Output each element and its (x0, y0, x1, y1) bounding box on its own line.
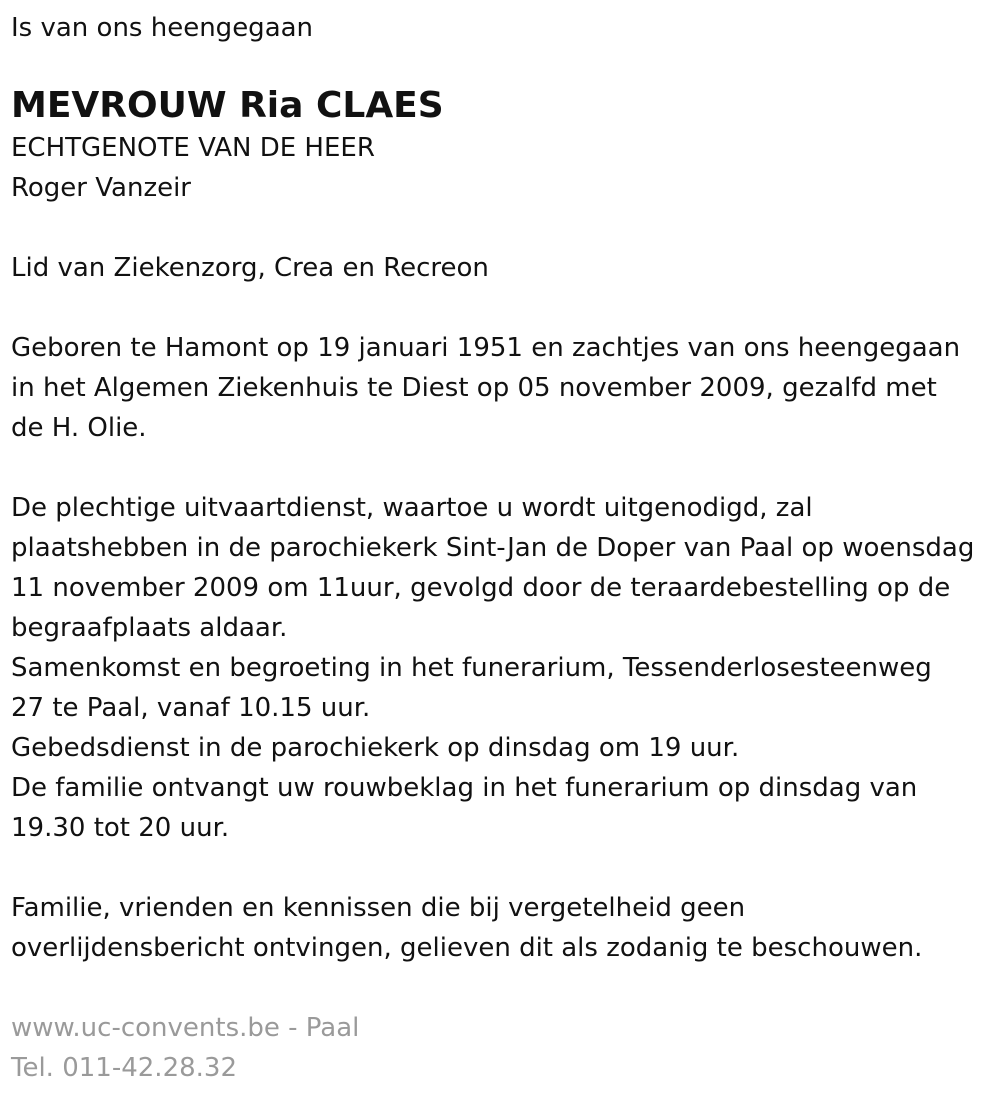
spacer (11, 968, 990, 1008)
paragraph-line: Gebedsdienst in de parochiekerk op dinsdag om 19 uur. (11, 733, 740, 763)
footer-phone: Tel. 011-42.28.32 (11, 1053, 238, 1083)
spouse-name: Roger Vanzeir (11, 173, 191, 203)
paragraph-line: overlijdensbericht ontvingen, gelieven dit als zodanig te beschouwen. (11, 933, 923, 963)
paragraph-line: plaatshebben in de parochiekerk Sint-Jan de Doper van Paal op woensdag (11, 533, 975, 563)
membership-text: Lid van Ziekenzorg, Crea en Recreon (11, 253, 489, 283)
spacer (11, 848, 990, 888)
paragraph-line: in het Algemen Ziekenhuis te Diest op 05 november 2009, gezalfd met (11, 373, 937, 403)
footer (11, 1008, 990, 1088)
paragraph-line: Geboren te Hamont op 19 januari 1951 en zachtjes van ons heengegaan (11, 333, 961, 363)
paragraph-line: de H. Olie. (11, 413, 147, 443)
paragraph-line: De plechtige uitvaartdienst, waartoe u wordt uitgenodigd, zal (11, 493, 813, 523)
spacer (11, 448, 990, 488)
paragraph-line: De familie ontvangt uw rouwbeklag in het funerarium op dinsdag van (11, 773, 918, 803)
paragraph-line: 11 november 2009 om 11uur, gevolgd door de teraardebestelling op de (11, 573, 951, 603)
closing-paragraph (11, 888, 990, 968)
paragraph-line: begraafplaats aldaar. (11, 613, 288, 643)
spacer (11, 48, 990, 84)
paragraph-line: Samenkomst en begroeting in het funerarium, Tessenderlosesteenweg (11, 653, 932, 683)
relation-line: ECHTGENOTE VAN DE HEER (11, 133, 375, 163)
footer-website: www.uc-convents.be - Paal (11, 1013, 360, 1043)
paragraph-line: Familie, vrienden en kennissen die bij vergetelheid geen (11, 893, 746, 923)
spacer (11, 208, 990, 248)
paragraph-line: 19.30 tot 20 uur. (11, 813, 230, 843)
intro-text: Is van ons heengegaan (11, 13, 314, 43)
deceased-name: MEVROUW Ria CLAES (11, 85, 444, 126)
birth-death-paragraph (11, 328, 990, 448)
spacer (11, 288, 990, 328)
ceremony-paragraph (11, 488, 990, 848)
paragraph-line: 27 te Paal, vanaf 10.15 uur. (11, 693, 371, 723)
